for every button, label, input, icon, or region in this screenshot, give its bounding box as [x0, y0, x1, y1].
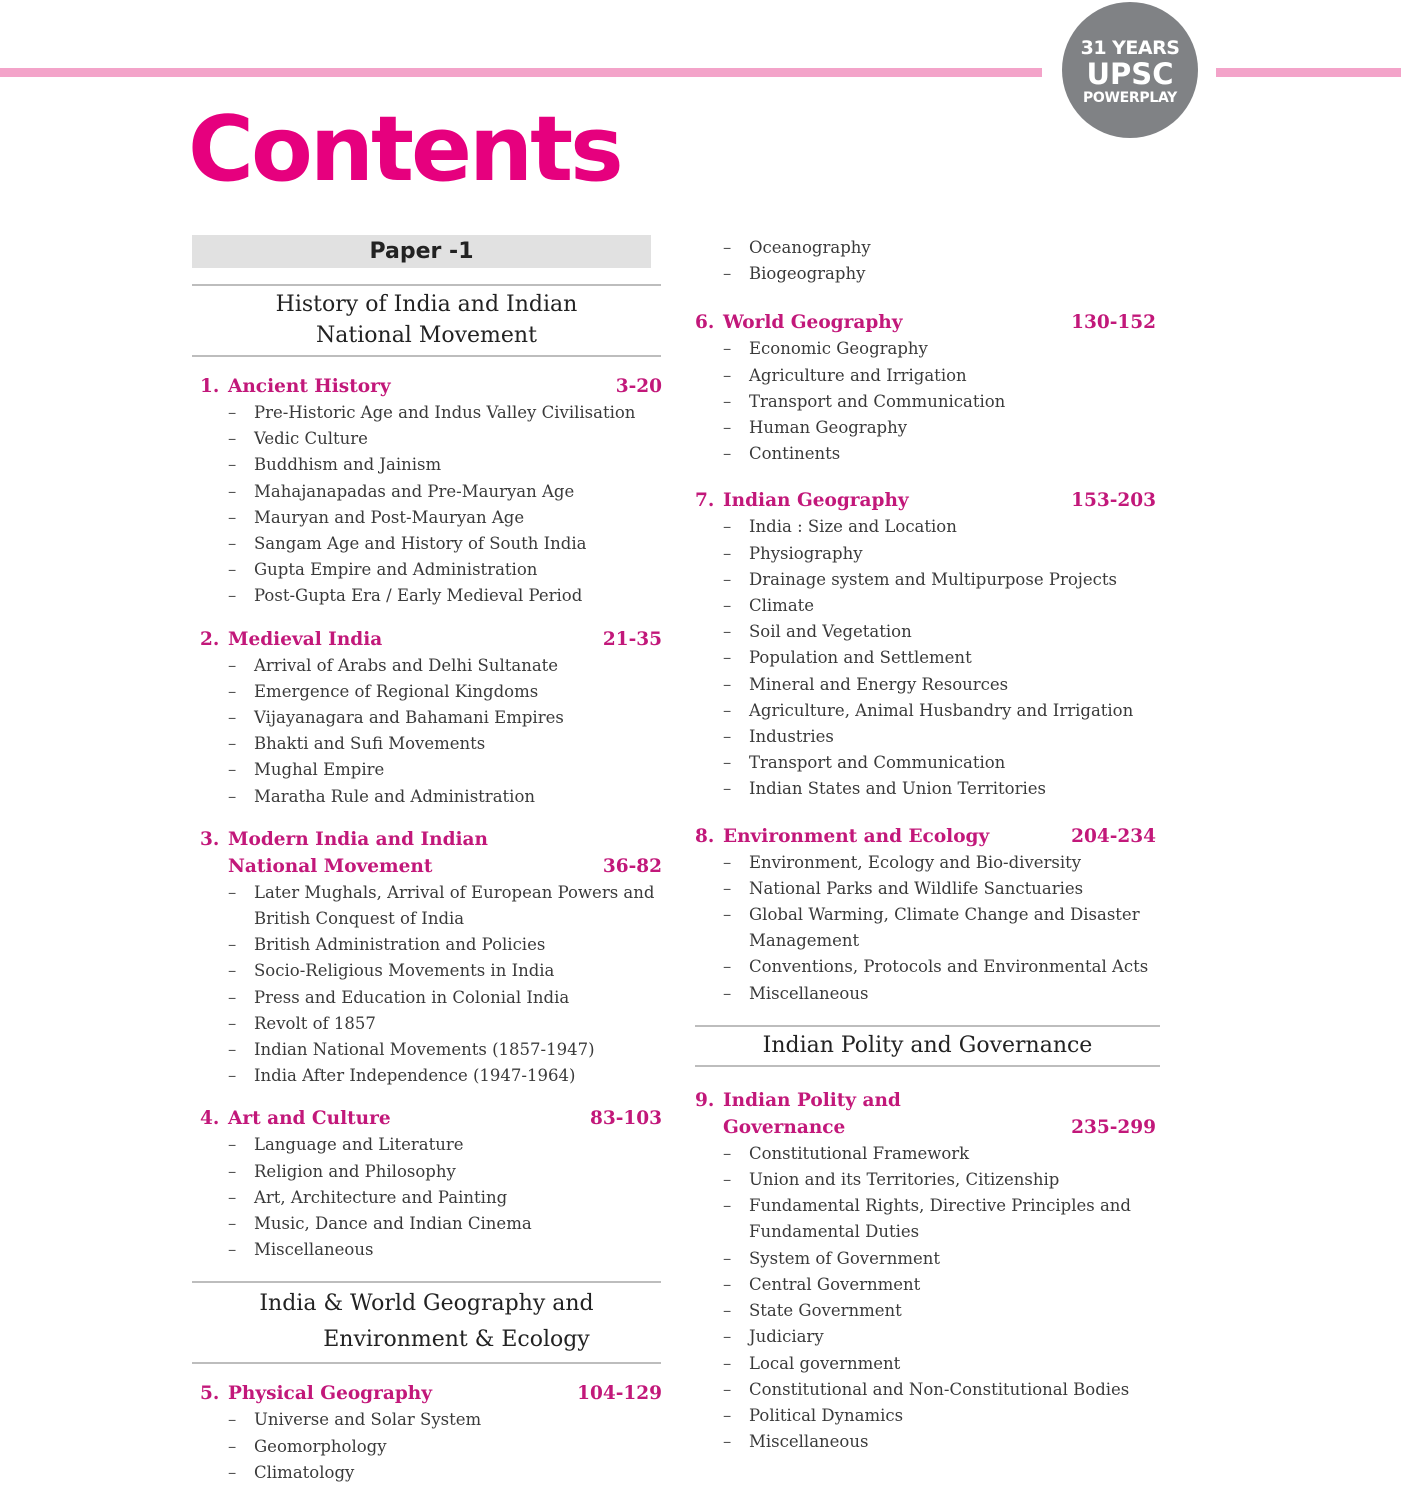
chapter-name [723, 487, 909, 514]
topic-item: – Political Dynamics [723, 1403, 1162, 1429]
chapter-heading [695, 823, 1162, 850]
topic-item: – Industries [723, 724, 1162, 750]
chapter-title [695, 487, 909, 514]
topic-item: – Mahajanapadas and Pre-Mauryan Age [228, 479, 664, 505]
chapter-name-line: Modern India and Indian [228, 828, 488, 850]
chapter-name [228, 626, 382, 653]
chapter-topic-list [192, 1407, 664, 1486]
chapter-name-line: Physical Geography [228, 1383, 432, 1405]
left-column [192, 235, 664, 1486]
chapter-5-continued [695, 235, 1162, 287]
topic-item: – India : Size and Location [723, 514, 1162, 540]
topic-item: – Environment, Ecology and Bio-diversity [723, 850, 1162, 876]
chapter-name [723, 823, 989, 850]
chapter-4 [192, 1105, 664, 1263]
chapter-title [200, 826, 488, 880]
topic-item: – Indian States and Union Territories [723, 776, 1162, 802]
badge-line-1: 31 YEARS [1080, 37, 1180, 59]
topic-item: – Climate [723, 593, 1162, 619]
chapter-pages: 21-35 [602, 628, 662, 650]
chapter-pages: 130-152 [1071, 312, 1156, 334]
chapter-title [695, 823, 989, 850]
section-heading-line: History of India and Indian [275, 292, 578, 317]
top-rule-left [0, 68, 1042, 77]
topic-item: – Arrival of Arabs and Delhi Sultanate [228, 653, 664, 679]
chapter-name-line: World Geography [723, 312, 903, 334]
chapter-title [200, 1105, 391, 1132]
chapter-8 [695, 823, 1162, 1007]
section-heading-polity [695, 1025, 1160, 1067]
topic-item: – Vijayanagara and Bahamani Empires [228, 705, 664, 731]
topic-item: – Transport and Communication [723, 389, 1162, 415]
topic-item: – Judiciary [723, 1324, 1162, 1350]
chapter-heading [695, 309, 1162, 336]
topic-item: – Post-Gupta Era / Early Medieval Period [228, 583, 664, 609]
paper-label: Paper -1 [192, 235, 651, 268]
topic-item: – Constitutional Framework [723, 1141, 1162, 1167]
topic-item: – Universe and Solar System [228, 1407, 664, 1433]
topic-item: – Conventions, Protocols and Environmental Acts [723, 954, 1162, 980]
topic-item: – National Parks and Wildlife Sanctuaries [723, 876, 1162, 902]
chapter-number: 5. [200, 1383, 220, 1405]
topic-item: – Soil and Vegetation [723, 619, 1162, 645]
topic-item: – Population and Settlement [723, 645, 1162, 671]
topic-item: – Agriculture, Animal Husbandry and Irrigation [723, 698, 1162, 724]
chapter-7 [695, 487, 1162, 802]
topic-item: – British Administration and Policies [228, 932, 664, 958]
topic-item: – Oceanography [723, 235, 1162, 261]
topic-item: – Drainage system and Multipurpose Projects [723, 567, 1162, 593]
chapter-1 [192, 373, 664, 610]
chapter-heading [695, 1087, 1162, 1141]
chapter-topic-list [192, 880, 664, 1090]
chapter-heading [695, 487, 1162, 514]
chapter-pages: 235-299 [1071, 1116, 1156, 1138]
chapter-heading [192, 626, 664, 653]
badge-line-2: UPSC [1086, 57, 1174, 91]
topic-item: – Later Mughals, Arrival of European Powers and British Conquest of India [228, 880, 664, 932]
badge-line-3: POWERPLAY [1082, 90, 1178, 106]
chapter-pages: 36-82 [602, 855, 662, 877]
topic-item: – System of Government [723, 1246, 1162, 1272]
chapter-title [200, 626, 382, 653]
chapter-heading [192, 373, 664, 400]
chapter-pages: 153-203 [1071, 490, 1156, 512]
chapter-topic-list [192, 1132, 664, 1263]
topic-item: – Revolt of 1857 [228, 1011, 664, 1037]
topic-item: – Vedic Culture [228, 426, 664, 452]
topic-item: – Continents [723, 441, 1162, 467]
topic-item: – Geomorphology [228, 1434, 664, 1460]
section-heading-history [192, 284, 661, 357]
topic-item: – Maratha Rule and Administration [228, 784, 664, 810]
topic-item: – Fundamental Rights, Directive Principles and Fundamental Duties [723, 1193, 1162, 1245]
topic-item: – Religion and Philosophy [228, 1159, 664, 1185]
chapter-name-line: National Movement [228, 855, 433, 877]
chapter-number: 1. [200, 376, 220, 397]
chapter-title [695, 309, 902, 336]
topic-item: – Union and its Territories, Citizenship [723, 1167, 1162, 1193]
section-heading-line: India & World Geography and [259, 1291, 594, 1317]
page-title: Contents [188, 97, 621, 202]
right-column [695, 235, 1162, 1455]
topic-item: – Local government [723, 1351, 1162, 1377]
chapter-topic-list [192, 653, 664, 810]
topic-item: – Music, Dance and Indian Cinema [228, 1211, 664, 1237]
chapter-heading [192, 1380, 664, 1407]
topic-item: – Indian National Movements (1857-1947) [228, 1037, 664, 1063]
chapter-topic-list [695, 336, 1162, 467]
topic-item: – Art, Architecture and Painting [228, 1185, 664, 1211]
chapter-pages: 83-103 [589, 1108, 662, 1130]
chapter-number: 7. [695, 490, 715, 512]
chapter-pages: 104-129 [577, 1383, 662, 1405]
chapter-name [228, 1105, 391, 1132]
topic-item: – Mauryan and Post-Mauryan Age [228, 505, 664, 531]
topic-item: – Bhakti and Sufi Movements [228, 731, 664, 757]
upsc-powerplay-badge [1062, 2, 1198, 138]
chapter-number: 4. [200, 1108, 220, 1130]
chapter-pages: 204-234 [1071, 825, 1156, 847]
topic-item: – Human Geography [723, 415, 1162, 441]
topic-item: – Constitutional and Non-Constitutional Bodies [723, 1377, 1162, 1403]
chapter-9 [695, 1087, 1162, 1455]
chapter-3 [192, 826, 664, 1090]
chapter-name-line: Environment and Ecology [723, 825, 990, 847]
topic-item: – Language and Literature [228, 1132, 664, 1158]
chapter-name [228, 1380, 432, 1407]
section-heading-line: National Movement [316, 323, 537, 348]
chapter-name-line: Indian Polity and Governance [723, 1089, 901, 1138]
top-rule-right [1216, 68, 1401, 77]
chapter-title [200, 1380, 432, 1407]
section-heading-line: Environment & Ecology [323, 1327, 590, 1353]
topic-item: – Buddhism and Jainism [228, 452, 664, 478]
topic-item: – Central Government [723, 1272, 1162, 1298]
chapter-5 [192, 1380, 664, 1486]
chapter-topic-list [695, 1141, 1162, 1455]
topic-item: – Socio-Religious Movements in India [228, 958, 664, 984]
topic-item: – Miscellaneous [723, 1429, 1162, 1455]
topic-item: – Pre-Historic Age and Indus Valley Civilisation [228, 400, 664, 426]
topic-item: – Biogeography [723, 261, 1162, 287]
topic-item: – Mineral and Energy Resources [723, 672, 1162, 698]
topic-item: – Agriculture and Irrigation [723, 363, 1162, 389]
topic-item: – Transport and Communication [723, 750, 1162, 776]
topic-item: – Miscellaneous [723, 981, 1162, 1007]
chapter-name [723, 1087, 1023, 1141]
chapter-pages: 3-20 [615, 376, 662, 397]
chapter-name-line: Indian Geography [723, 490, 909, 512]
topic-item: – State Government [723, 1298, 1162, 1324]
chapter-name-line: Art and Culture [228, 1108, 391, 1130]
chapter-name-line: Ancient History [228, 376, 391, 397]
chapter-topic-list [695, 850, 1162, 1007]
chapter-heading [192, 826, 664, 880]
chapter-number: 9. [695, 1089, 715, 1111]
topic-item: – Press and Education in Colonial India [228, 985, 664, 1011]
topic-item: – Gupta Empire and Administration [228, 557, 664, 583]
topic-item: – Sangam Age and History of South India [228, 531, 664, 557]
chapter-name [228, 373, 391, 400]
chapter-2 [192, 626, 664, 810]
section-heading-geography [192, 1281, 661, 1364]
topic-item: – Miscellaneous [228, 1237, 664, 1263]
chapter-name [228, 826, 488, 880]
chapter-6 [695, 309, 1162, 467]
chapter-title [695, 1087, 1023, 1141]
chapter-name [723, 309, 902, 336]
chapter-topic-list [695, 514, 1162, 802]
chapter-title [200, 373, 391, 400]
topic-item: – Mughal Empire [228, 757, 664, 783]
topic-item: – Physiography [723, 541, 1162, 567]
topic-item: – Emergence of Regional Kingdoms [228, 679, 664, 705]
topic-item: – Climatology [228, 1460, 664, 1486]
topic-item: – Economic Geography [723, 336, 1162, 362]
chapter-topic-list [192, 400, 664, 610]
section-heading-line: Indian Polity and Governance [762, 1032, 1093, 1058]
topic-item: – India After Independence (1947-1964) [228, 1063, 664, 1089]
chapter-number: 8. [695, 825, 715, 847]
topic-item: – Global Warming, Climate Change and Disaster Management [723, 902, 1162, 954]
chapter-name-line: Medieval India [228, 628, 383, 650]
chapter-heading [192, 1105, 664, 1132]
chapter-number: 6. [695, 312, 715, 334]
chapter-number: 2. [200, 628, 220, 650]
chapter-number: 3. [200, 828, 220, 850]
